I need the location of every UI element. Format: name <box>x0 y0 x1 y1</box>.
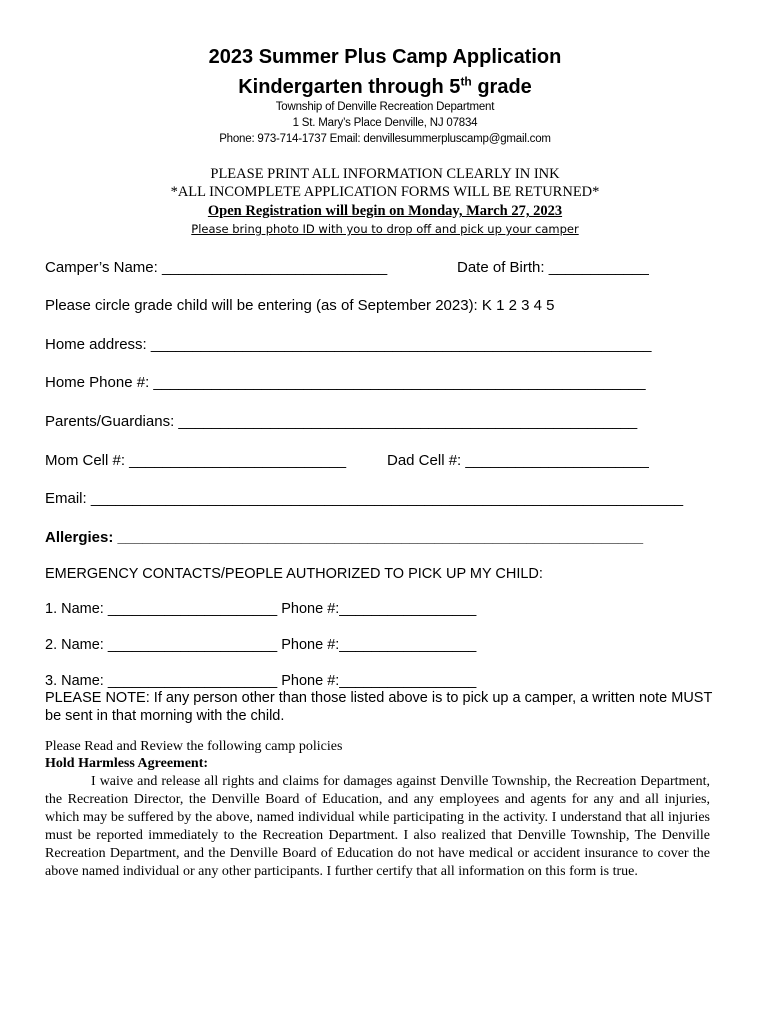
subtitle-superscript: th <box>460 74 472 89</box>
form-subtitle <box>0 76 770 99</box>
hold-harmless-paragraph <box>45 773 710 881</box>
emergency-contact-1[interactable]: 1. Name: _____________________ Phone #:_________________ <box>45 601 477 617</box>
pickup-note: PLEASE NOTE: If any person other than those listed above is to pick up a camper, a written note MUST be sent in that morning with the child. <box>45 690 713 724</box>
allergies-field[interactable]: Allergies: _______________________________________________________________ <box>45 529 644 546</box>
home-address-field[interactable]: Home address: ____________________________________________________________ <box>45 336 652 353</box>
emergency-heading: EMERGENCY CONTACTS/PEOPLE AUTHORIZED TO PICK UP MY CHILD: <box>45 566 543 582</box>
policies-intro: Please Read and Review the following camp policies <box>45 739 343 754</box>
org-name: Township of Denville Recreation Department <box>275 101 495 113</box>
subtitle-prefix: Kindergarten through 5 <box>238 76 461 98</box>
camper-name-field[interactable]: Camper’s Name: ___________________________ <box>45 259 388 276</box>
parents-field[interactable]: Parents/Guardians: _______________________________________________________ <box>45 413 638 430</box>
emergency-contact-3[interactable]: 3. Name: _____________________ Phone #:_________________ <box>45 673 477 689</box>
subtitle-suffix: grade <box>471 76 532 98</box>
dob-field[interactable]: Date of Birth: ____________ <box>457 259 649 276</box>
grade-field[interactable]: Please circle grade child will be entering (as of September 2023): K 1 2 3 4 5 <box>45 297 555 314</box>
print-notice: PLEASE PRINT ALL INFORMATION CLEARLY IN INK <box>210 166 560 182</box>
emergency-contact-2[interactable]: 2. Name: _____________________ Phone #:_________________ <box>45 637 477 653</box>
incomplete-notice: *ALL INCOMPLETE APPLICATION FORMS WILL BE RETURNED* <box>170 184 600 200</box>
registration-notice: Open Registration will begin on Monday, March 27, 2023 <box>207 203 563 219</box>
org-contact: Phone: 973-714-1737 Email: denvillesummerpluscamp@gmail.com <box>219 133 551 145</box>
form-title: 2023 Summer Plus Camp Application <box>208 46 562 68</box>
email-field[interactable]: Email: _______________________________________________________________________ <box>45 490 684 507</box>
org-address: 1 St. Mary’s Place Denville, NJ 07834 <box>292 117 478 129</box>
dad-cell-field[interactable]: Dad Cell #: ______________________ <box>387 452 649 469</box>
home-phone-field[interactable]: Home Phone #: ___________________________________________________________ <box>45 374 646 391</box>
hold-harmless-text: I waive and release all rights and claims for damages against Denville Township, the Recreation Department, the Recreation Director, the Denville Board of Education, and any employees and agents for any and all injuries, which may be suffered by the above, named individual while participating in the activity. I understand that all injuries must be reported immediately to the Recreation Department. I also realized that Denville Township, The Denville Recreation Department, and the Denville Board of Education do not have medical or accident insurance to cover the above named individual or any other participants. I further certify that all information on this form is true. <box>45 774 710 879</box>
photo-id-notice: Please bring photo ID with you to drop off and pick up your camper <box>191 222 579 236</box>
mom-cell-field[interactable]: Mom Cell #: __________________________ <box>45 452 347 469</box>
hold-harmless-heading: Hold Harmless Agreement: <box>45 756 209 771</box>
